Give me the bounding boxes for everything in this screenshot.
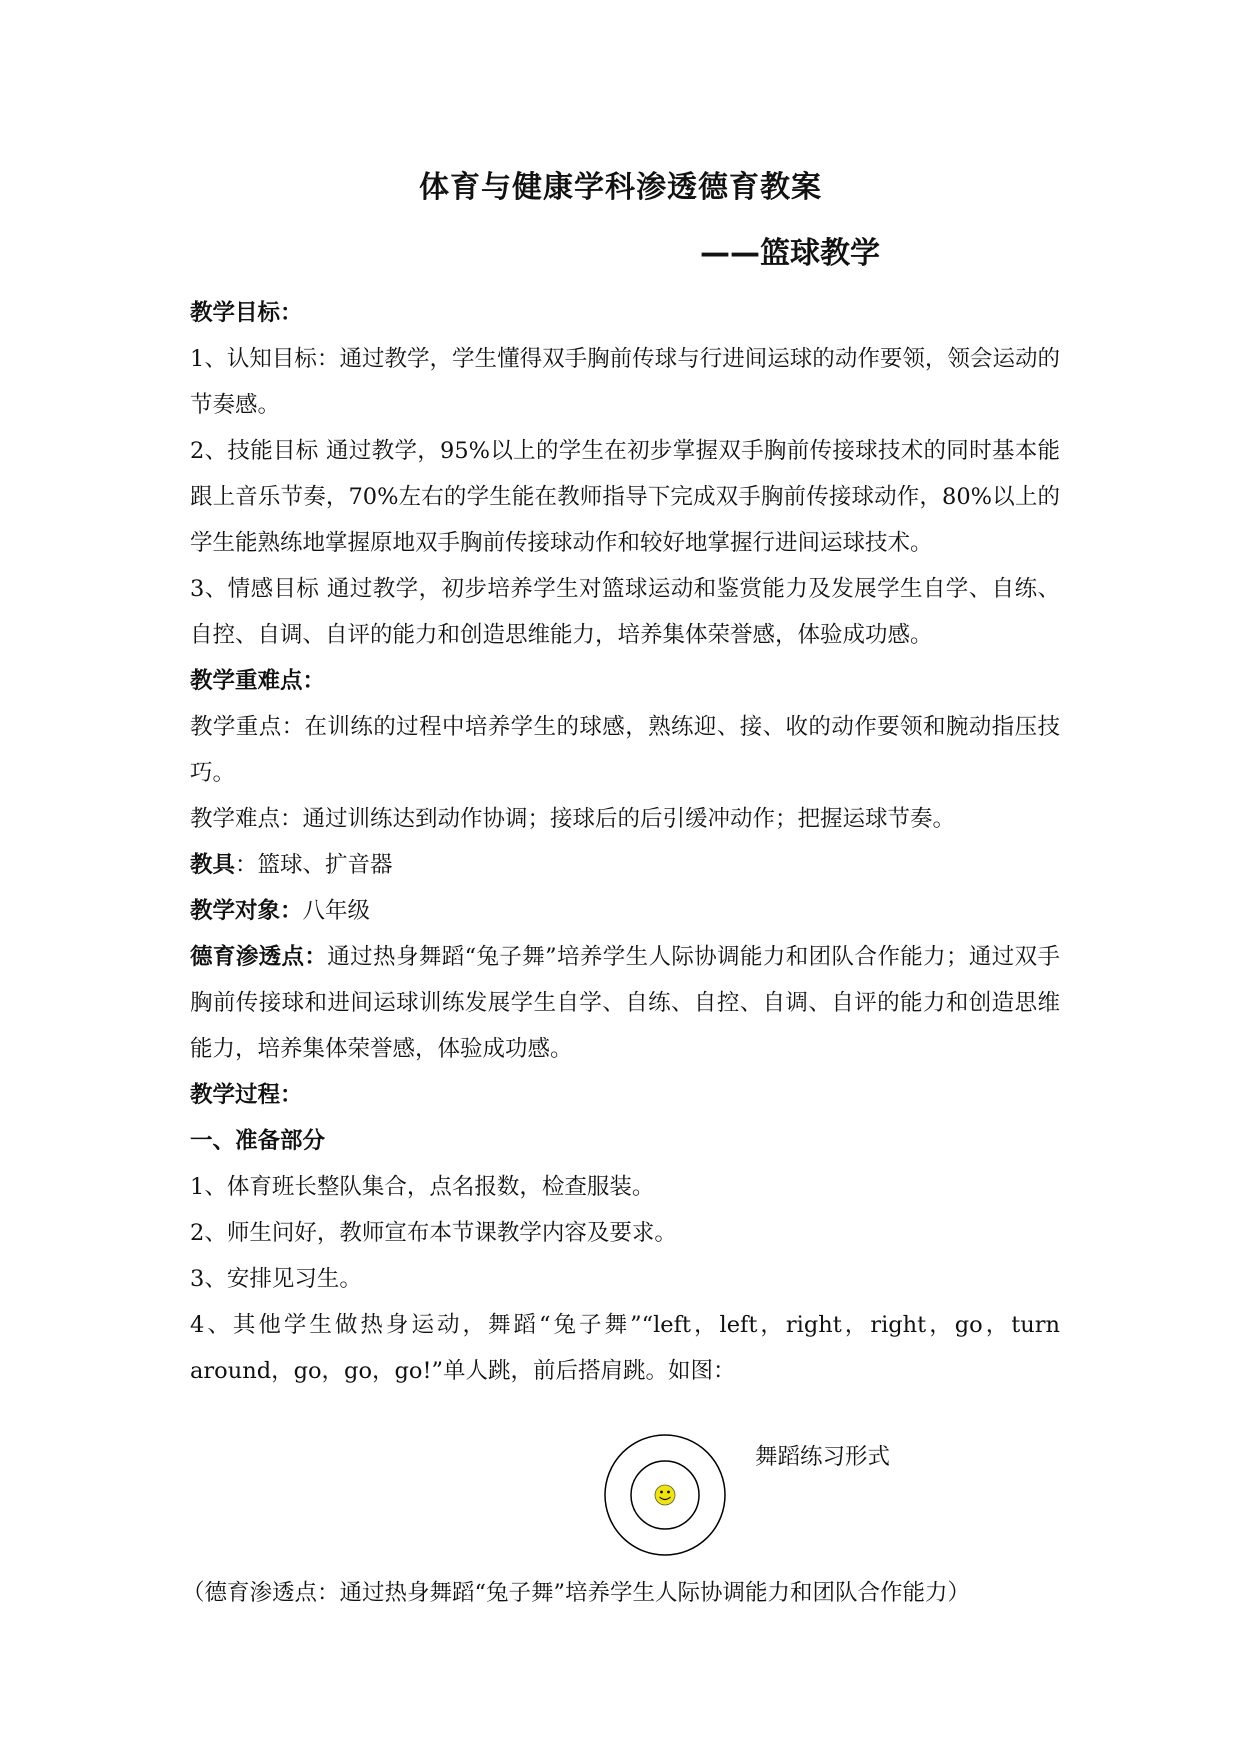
goal-item: 3、情感目标 通过教学，初步培养学生对篮球运动和鉴赏能力及发展学生自学、自练、自控、自调、自评的能力和创造思维能力，培养集体荣誉感，体验成功感。: [190, 576, 1060, 648]
process-step: 1、体育班长整队集合，点名报数，检查服装。: [190, 1174, 655, 1200]
target-value: 八年级: [302, 898, 371, 924]
target-label: 教学对象：: [190, 898, 303, 924]
goals-heading: 教学目标：: [190, 300, 303, 326]
moral-note: （德育渗透点：通过热身舞蹈“兔子舞”培养学生人际协调能力和团队合作能力）: [182, 1580, 971, 1606]
difficulty-heading: 教学重难点：: [190, 668, 326, 694]
smiley-icon: [655, 1485, 675, 1505]
tools-label: 教具: [190, 852, 236, 878]
page-title: 体育与健康学科渗透德育教案: [419, 170, 822, 205]
goal-item: 2、技能目标 通过教学，95%以上的学生在初步掌握双手胸前传接球技术的同时基本能跟上音乐节奏，70%左右的学生能在教师指导下完成双手胸前传接球动作，80%以上的学生能熟练地掌握原地双手胸前传接球动作和较好地掌握行进间运球技术。: [190, 438, 1060, 556]
moral-value: 通过热身舞蹈“兔子舞”培养学生人际协调能力和团队合作能力；通过双手胸前传接球和进间运球训练发展学生自学、自练、自控、自调、自评的能力和创造思维能力，培养集体荣誉感，体验成功感。: [190, 944, 1060, 1062]
moral-label: 德育渗透点：: [190, 944, 328, 970]
key-point: 教学重点：在训练的过程中培养学生的球感，熟练迎、接、收的动作要领和腕动指压技巧。: [190, 714, 1060, 786]
process-step: 4、其他学生做热身运动，舞蹈“兔子舞”“left，left，right，right，go，turn around，go，go，go!”单人跳，前后搭肩跳。如图：: [190, 1312, 1060, 1384]
section-heading: 一、准备部分: [190, 1128, 326, 1154]
tools-line: [190, 842, 1060, 888]
figure-label: 舞蹈练习形式: [755, 1444, 891, 1470]
document-body: [190, 290, 1060, 1394]
process-step: 3、安排见习生。: [190, 1266, 362, 1292]
page-subtitle: ——篮球教学: [700, 236, 880, 271]
target-line: [190, 888, 1060, 934]
goal-item: 1、认知目标：通过教学，学生懂得双手胸前传球与行进间运球的动作要领，领会运动的节奏感。: [190, 346, 1060, 418]
dance-formation-diagram: [602, 1432, 728, 1558]
hard-point: 教学难点：通过训练达到动作协调；接球后的后引缓冲动作；把握运球节奏。: [190, 806, 956, 832]
tools-value: ：篮球、扩音器: [235, 852, 393, 878]
process-step: 2、师生问好，教师宣布本节课教学内容及要求。: [190, 1220, 677, 1246]
dance-figure: [190, 1432, 1090, 1582]
moral-line: [190, 934, 1060, 1072]
process-heading: 教学过程：: [190, 1082, 303, 1108]
